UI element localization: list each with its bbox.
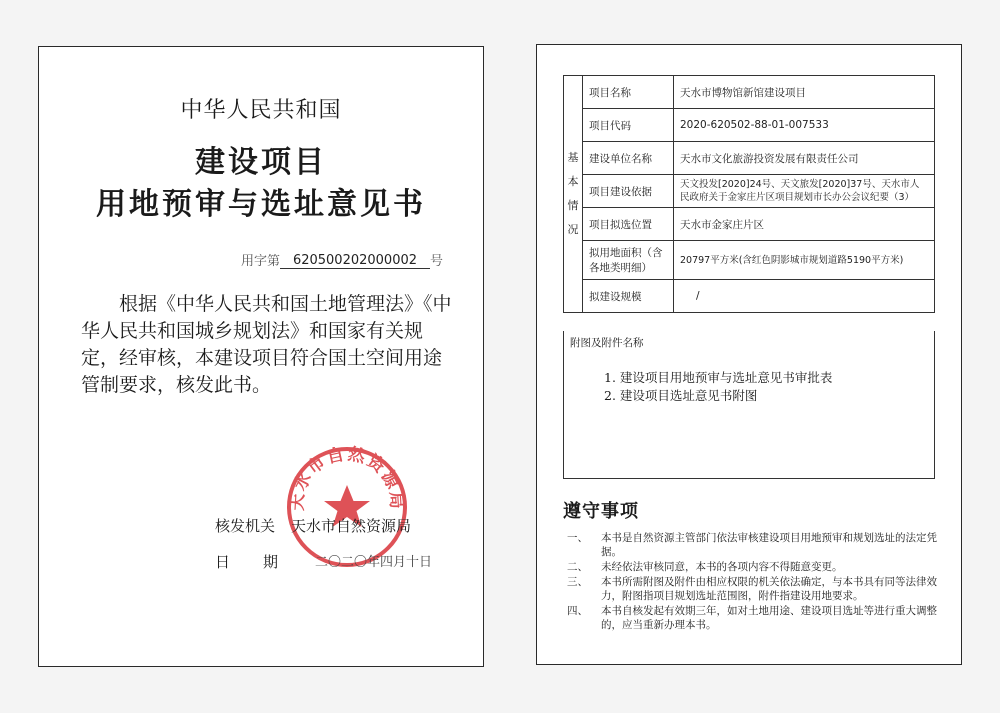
issuer-label: 核发机关: [215, 517, 276, 535]
row-value: /: [674, 280, 935, 313]
row-value: 天水市金家庄片区: [674, 208, 935, 241]
list-item: 一、 本书是自然资源主管部门依法审核建设项目用地预审和规划选址的法定凭据。: [567, 532, 937, 558]
basic-info-table: [563, 75, 935, 313]
table-row: [564, 142, 935, 175]
serial-prefix: 用字第: [240, 254, 280, 269]
table-row: [564, 109, 935, 142]
certificate-body-text: 根据《中华人民共和国土地管理法》《中华人民共和国城乡规划法》和国家有关规定，经审核，本建设项目符合国土空间用途管制要求，核发此书。: [81, 293, 452, 396]
date-line: [215, 551, 432, 572]
list-item: 二、 未经依法审核同意，本书的各项内容不得随意变更。: [567, 561, 843, 573]
date-label-2: 期: [263, 553, 279, 571]
serial-number-line: [241, 250, 443, 269]
attachments-title: 附图及附件名称: [570, 337, 644, 349]
list-item: 2. 建设项目选址意见书附图: [604, 388, 758, 403]
table-row: [564, 241, 935, 280]
row-value: 天文投发[2020]24号、天文旅发[2020]37号、天水市人民政府关于金家庄片区项目规划市长办公会议纪要（3）: [674, 175, 935, 208]
row-label: 建设单位名称: [583, 142, 674, 175]
date-label-1: 日: [215, 553, 231, 571]
row-value: 天水市文化旅游投资发展有限责任公司: [674, 142, 935, 175]
notes-list: [567, 531, 937, 633]
attachments-list: [604, 369, 832, 405]
seal-text: 天水市自然资源局: [287, 445, 407, 512]
row-value: 2020-620502-88-01-007533: [674, 109, 935, 142]
row-label: 项目名称: [583, 76, 674, 109]
list-item: 三、 本书所需附图及附件由相应权限的机关依法确定，与本书具有同等法律效力，附图指项目规划选址范围图，附件指建设用地要求。: [567, 576, 937, 602]
document-title-line2: 用地预审与选址意见书: [96, 187, 426, 222]
attachments-box: [563, 331, 935, 479]
table-row: [564, 208, 935, 241]
row-label: 项目拟选位置: [583, 208, 674, 241]
list-item: 1. 建设项目用地预审与选址意见书审批表: [604, 370, 833, 385]
table-row: [564, 280, 935, 313]
document-title-line1: 建设项目: [195, 145, 327, 180]
certificate-front-page: [38, 46, 484, 667]
table-row: [564, 175, 935, 208]
date-value: 二〇二〇年四月十日: [315, 555, 433, 570]
row-label: 拟建设规模: [583, 280, 674, 313]
list-item: 四、 本书自核发起有效期三年，如对土地用途、建设项目选址等进行重大调整的，应当重新办理本书。: [567, 605, 937, 631]
row-label: 拟用地面积（含各地类明细）: [583, 241, 674, 280]
row-value: 天水市博物馆新馆建设项目: [674, 76, 935, 109]
row-value: 20797平方米(含红色阴影城市规划道路5190平方米): [674, 241, 935, 280]
issuer-line: [215, 515, 411, 536]
certificate-back-page: [536, 44, 962, 665]
row-label: 项目代码: [583, 109, 674, 142]
serial-suffix: 号: [429, 254, 443, 269]
row-label: 项目建设依据: [583, 175, 674, 208]
table-row: [564, 76, 935, 109]
country-name: 中华人民共和国: [180, 98, 342, 123]
serial-number: 620500202000002: [280, 253, 430, 269]
issuer-value: 天水市自然资源局: [291, 517, 412, 535]
certificate-body: [81, 291, 453, 399]
notes-title: 遵守事项: [563, 501, 639, 522]
basic-info-side-label: 基 本 情 况: [564, 76, 583, 313]
